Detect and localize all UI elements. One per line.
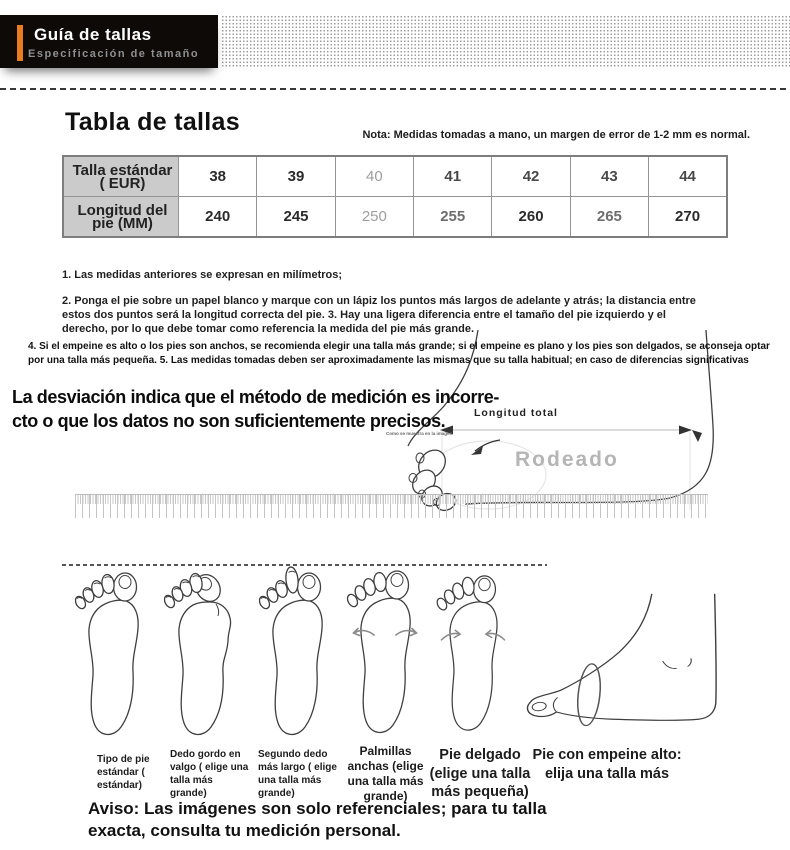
row-header-length: Longitud del pie (MM) <box>63 197 179 238</box>
row-header-size: Talla estándar ( EUR) <box>63 156 179 197</box>
length-cell: 265 <box>570 197 648 238</box>
toenail <box>531 701 547 711</box>
foot-type-label-wide: Palmillas anchas (elige una talla más grande) <box>347 744 424 803</box>
instruction-note-1: 1. Las medidas anteriores se expresan en milímetros; <box>62 269 343 281</box>
size-cell: 39 <box>257 156 335 197</box>
length-cell: 255 <box>414 197 492 238</box>
ruler-graphic <box>75 494 708 519</box>
tiny-caption: Como se muestra en la imagen <box>386 431 453 436</box>
length-cell: 250 <box>335 197 413 238</box>
instruction-note-2-3: 2. Ponga el pie sobre un papel blanco y marque con un lápiz los puntos más largos de adelante y atrás; la distancia entre estos dos puntos será la longitud correcta del pie. 3. Hay una ligera diferencia entre el tamaño del pie izquierdo y el derecho, por lo que debe tomar como referencia la medida del pie más grande. <box>62 295 696 335</box>
section-title-size-table: Tabla de tallas <box>65 108 240 136</box>
foot-type-label-valgus: Dedo gordo en valgo ( elige una talla más grande) <box>170 749 249 799</box>
foot-sole-standard-illustration <box>68 570 158 750</box>
foot-type-label-standard: Tipo de pie estándar ( estándar) <box>97 754 150 791</box>
footer-notice: Aviso: Las imágenes son solo referenciales; para tu talla exacta, consulta tu medición personal. <box>88 799 547 840</box>
foot-type-label-narrow: Pie delgado (elige una talla más pequeña) <box>429 747 531 800</box>
foot-sole-valgus-illustration <box>158 566 250 750</box>
deviation-line-2: cto o que los datos no son suficientemente precisos. <box>12 411 446 431</box>
foot-sole-long-second-toe-illustration <box>252 562 342 750</box>
header-banner <box>0 15 218 68</box>
ankle-crease <box>663 661 677 668</box>
length-cell: 270 <box>649 197 727 238</box>
foot-sole-wide-illustration <box>340 568 430 748</box>
measurement-note: Nota: Medidas tomadas a mano, un margen de error de 1-2 mm es normal. <box>362 129 750 141</box>
foot-sole-narrow-illustration <box>430 570 516 748</box>
foot-high-instep-illustration <box>524 592 719 742</box>
page-title: Guía de tallas <box>34 25 152 44</box>
size-cell: 38 <box>179 156 257 197</box>
heel-arrowhead-icon <box>692 430 702 442</box>
length-cell: 245 <box>257 197 335 238</box>
foot-type-label-long-second-toe: Segundo dedo más largo ( elige una talla más grande) <box>258 749 337 799</box>
dashed-divider-top <box>0 88 790 90</box>
deviation-line-1: La desviación indica que el método de medición es incorre- <box>12 387 499 407</box>
accent-bar <box>17 25 23 61</box>
size-cell: 43 <box>570 156 648 197</box>
instep-measure-band <box>575 663 603 726</box>
girth-label: Rodeado <box>515 448 619 471</box>
page-subtitle: Especificación de tamaño <box>28 48 200 60</box>
table-row <box>63 197 727 238</box>
length-total-label: Longitud total <box>474 407 558 419</box>
foot-type-label-high-instep: Pie con empeine alto: elija una talla más <box>532 747 682 782</box>
length-cell: 260 <box>492 197 570 238</box>
dots-pattern <box>221 15 790 68</box>
size-cell: 41 <box>414 156 492 197</box>
size-table <box>62 155 728 238</box>
size-cell: 44 <box>649 156 727 197</box>
ankle-crease <box>688 658 692 666</box>
instruction-note-4-5: 4. Si el empeine es alto o los pies son anchos, se recomienda elegir una talla más grande; si el empeine es plano y los pies son delgados, se aconseja optar por una talla más pequeña. 5. Las medidas tomadas deben ser aproximadamente las mismas que su talla habitual; en caso de diferencias significativas <box>28 341 770 366</box>
length-cell: 240 <box>179 197 257 238</box>
table-row <box>63 156 727 197</box>
small-arrowhead-icon <box>471 446 483 455</box>
size-cell: 42 <box>492 156 570 197</box>
size-cell: 40 <box>335 156 413 197</box>
